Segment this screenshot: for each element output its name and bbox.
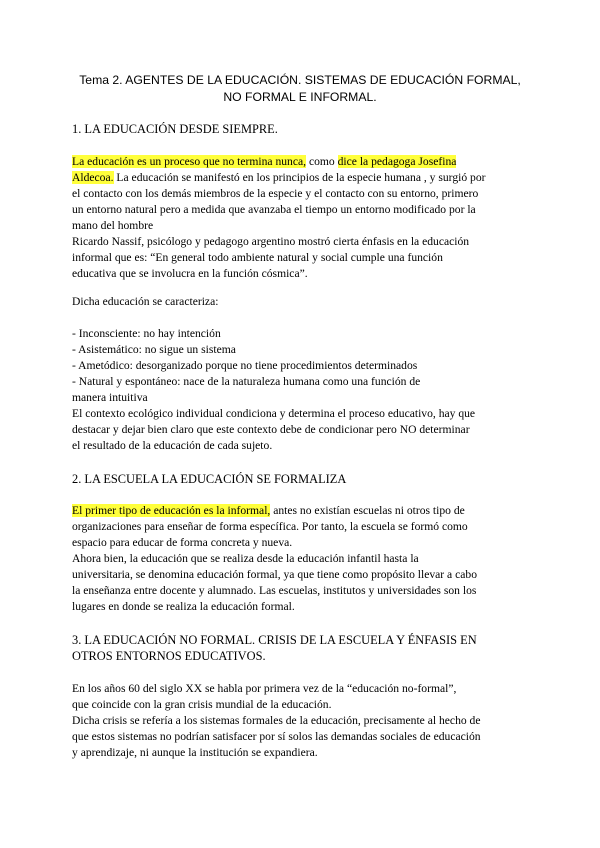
title-line-1: Tema 2. AGENTES DE LA EDUCACIÓN. SISTEMAS DE EDUCACIÓN FORMAL, <box>79 73 521 87</box>
text-line: Dicha crisis se refería a los sistemas formales de la educación, precisamente al hecho de <box>72 714 481 727</box>
section-1-heading: 1. LA EDUCACIÓN DESDE SIEMPRE. <box>72 122 278 136</box>
text-line: que coincide con la gran crisis mundial de la educación. <box>72 698 332 711</box>
highlighted-text: dice la pedagoga Josefina <box>337 155 457 168</box>
text-line: que estos sistemas no podrían satisfacer por sí solos las demandas sociales de educación <box>72 730 481 743</box>
text-line: Ricardo Nassif, psicólogo y pedagogo argentino mostró cierta énfasis en la educación <box>72 235 470 248</box>
text-line: organizaciones para enseñar de forma específica. Por tanto, la escuela se formó como <box>72 520 468 533</box>
list-item: - Natural y espontáneo: nace de la naturaleza humana como una función de <box>72 375 421 388</box>
section-2-heading: 2. LA ESCUELA LA EDUCACIÓN SE FORMALIZA <box>72 472 347 486</box>
text-span: como <box>306 155 338 168</box>
section-1-characteristics <box>72 326 532 454</box>
highlighted-text: La educación es un proceso que no termina nunca, <box>72 155 307 168</box>
text-line: el resultado de la educación de cada sujeto. <box>72 439 273 452</box>
section-2-paragraph-1 <box>72 503 532 615</box>
title-line-2: NO FORMAL E INFORMAL. <box>223 90 377 104</box>
section-1-paragraph-2 <box>72 294 532 310</box>
list-item: - Ametódico: desorganizado porque no tiene procedimientos determinados <box>72 359 418 372</box>
highlighted-text: El primer tipo de educación es la informal, <box>72 504 271 517</box>
text-line: la enseñanza entre docente y alumnado. Las escuelas, institutos y universidades son los <box>72 584 477 597</box>
heading-line-2: OTROS ENTORNOS EDUCATIVOS. <box>72 649 266 663</box>
text-line: manera intuitiva <box>72 391 148 404</box>
section-3-heading <box>72 632 477 664</box>
text-line: mano del hombre <box>72 219 154 232</box>
text-line <box>72 170 532 186</box>
text-span: La educación se manifestó en los principios de la especie humana , y surgió por <box>113 171 486 184</box>
text-line: El contexto ecológico individual condiciona y determina el proceso educativo, hay que <box>72 407 476 420</box>
text-line: un entorno natural pero a medida que avanzaba el tiempo un entorno modificado por la <box>72 203 476 216</box>
text-line: el contacto con los demás miembros de la especie y el contacto con su entorno, primero <box>72 187 479 200</box>
heading-line-1: 3. LA EDUCACIÓN NO FORMAL. CRISIS DE LA ESCUELA Y ÉNFASIS EN <box>72 633 477 647</box>
section-1-paragraph-1 <box>72 154 532 282</box>
text-line: lugares en donde se realiza la educación formal. <box>72 600 295 613</box>
text-span: antes no existían escuelas ni otros tipo de <box>270 504 465 517</box>
text-line: Dicha educación se caracteriza: <box>72 295 219 308</box>
text-line: y aprendizaje, ni aunque la institución se expandiera. <box>72 746 318 759</box>
text-line: En los años 60 del siglo XX se habla por primera vez de la “educación no-formal”, <box>72 682 457 695</box>
text-line: educativa que se involucra en la función cósmica”. <box>72 267 308 280</box>
text-line <box>72 154 532 170</box>
text-line: destacar y dejar bien claro que este contexto debe de condicionar pero NO determinar <box>72 423 470 436</box>
text-line: Ahora bien, la educación que se realiza desde la educación infantil hasta la <box>72 552 419 565</box>
list-item: - Asistemático: no sigue un sistema <box>72 343 236 356</box>
highlighted-text: Aldecoa. <box>72 171 114 184</box>
text-line <box>72 503 532 519</box>
section-3-paragraph-1 <box>72 681 532 761</box>
text-line: espacio para educar de forma concreta y nueva. <box>72 536 293 549</box>
list-item: - Inconsciente: no hay intención <box>72 327 221 340</box>
document-title <box>60 72 540 106</box>
text-line: informal que es: “En general todo ambiente natural y social cumple una función <box>72 251 443 264</box>
text-line: universitaria, se denomina educación formal, ya que tiene como propósito llevar a cabo <box>72 568 477 581</box>
